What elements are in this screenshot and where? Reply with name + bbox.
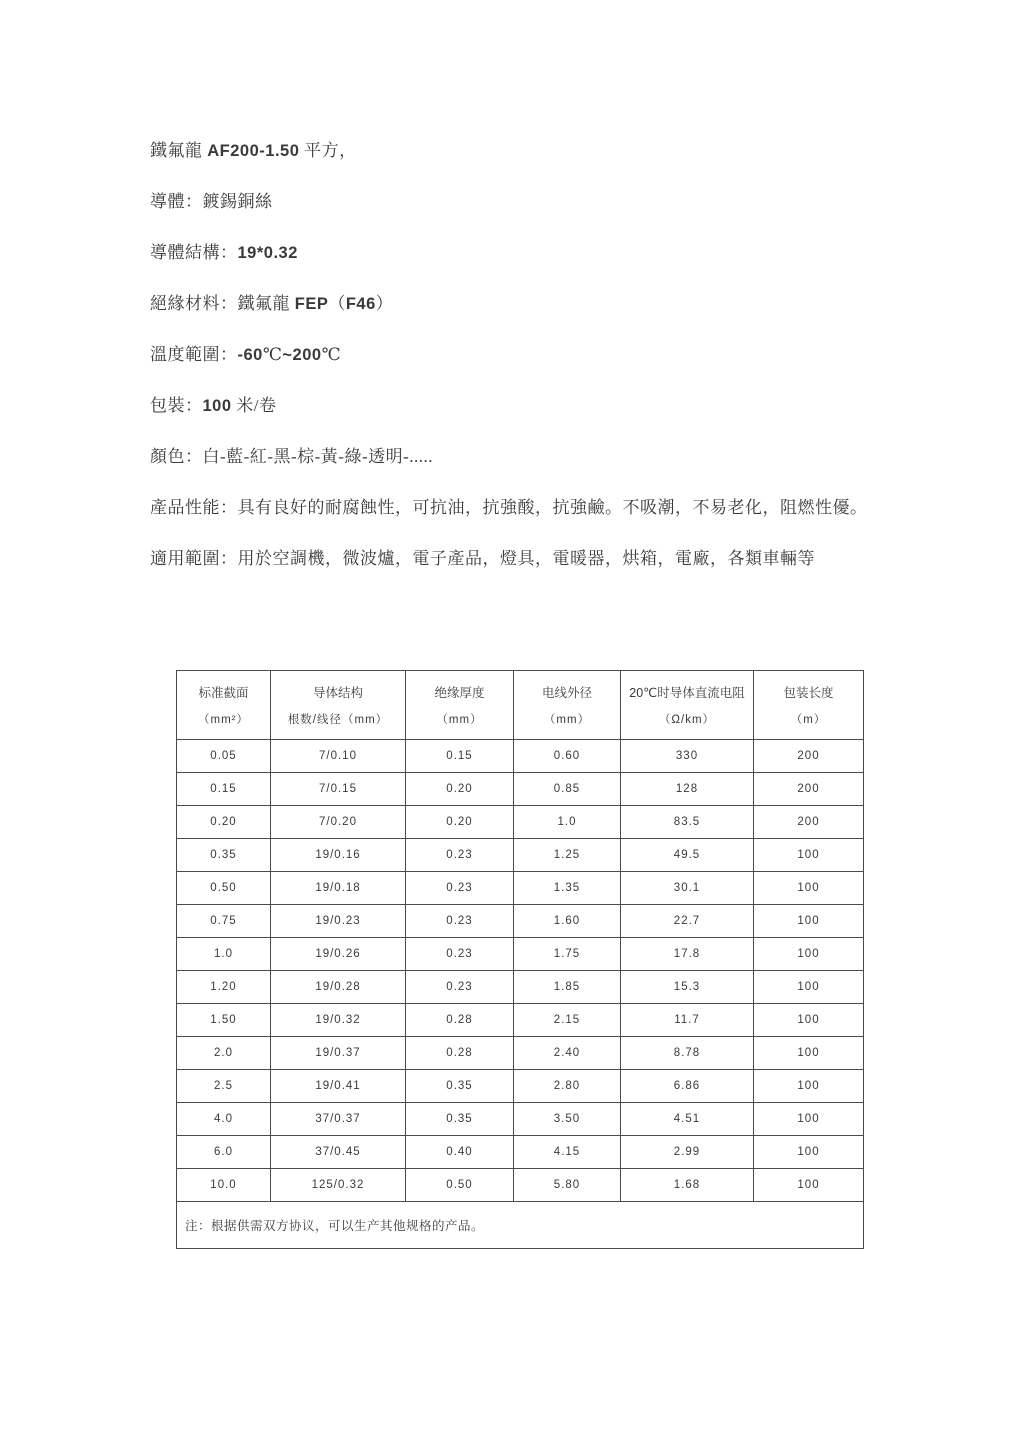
table-cell: 0.35 — [177, 839, 271, 872]
table-row — [177, 1037, 864, 1070]
table-row — [177, 740, 864, 773]
table-cell: 100 — [754, 1103, 864, 1136]
table-cell: 2.15 — [514, 1004, 621, 1037]
table-cell: 22.7 — [621, 905, 754, 938]
table-cell: 4.15 — [514, 1136, 621, 1169]
table-cell: 125/0.32 — [271, 1169, 406, 1202]
table-cell: 100 — [754, 1136, 864, 1169]
table-cell: 7/0.20 — [271, 806, 406, 839]
table-cell: 0.23 — [406, 905, 514, 938]
table-cell: 1.50 — [177, 1004, 271, 1037]
table-cell: 19/0.26 — [271, 938, 406, 971]
table-cell: 330 — [621, 740, 754, 773]
table-cell: 19/0.23 — [271, 905, 406, 938]
table-cell: 0.75 — [177, 905, 271, 938]
intro-paragraph — [150, 395, 890, 417]
column-header-3 — [406, 671, 514, 740]
table-row — [177, 905, 864, 938]
intro-text: 鐵氟龍 — [150, 141, 208, 160]
table-cell: 100 — [754, 971, 864, 1004]
table-note: 注：根据供需双方协议，可以生产其他规格的产品。 — [177, 1202, 864, 1249]
table-cell: 100 — [754, 938, 864, 971]
table-cell: 0.28 — [406, 1004, 514, 1037]
table-cell: 0.23 — [406, 938, 514, 971]
intro-text: ℃ — [321, 345, 342, 364]
intro-text: 適用範圍：用於空調機，微波爐，電子產品，燈具，電暖器，烘箱，電廠，各類車輛等 — [150, 549, 815, 568]
table-row — [177, 971, 864, 1004]
table-cell: 3.50 — [514, 1103, 621, 1136]
table-cell: 6.86 — [621, 1070, 754, 1103]
table-row — [177, 1070, 864, 1103]
intro-text: 導體：鍍錫銅絲 — [150, 192, 273, 211]
table-cell: 4.51 — [621, 1103, 754, 1136]
intro-text: 平方， — [299, 141, 357, 160]
table-cell: 19/0.32 — [271, 1004, 406, 1037]
spec-table-header-row — [177, 671, 864, 740]
column-header-4 — [514, 671, 621, 740]
table-cell: 100 — [754, 905, 864, 938]
table-cell: 0.05 — [177, 740, 271, 773]
product-intro — [150, 140, 890, 599]
intro-text: 包裝： — [150, 396, 203, 415]
table-cell: 200 — [754, 773, 864, 806]
intro-bold-text: 100 — [202, 397, 232, 415]
column-header-2 — [271, 671, 406, 740]
table-cell: 100 — [754, 839, 864, 872]
column-header-1 — [177, 671, 271, 740]
intro-bold-text: F46 — [345, 295, 376, 313]
table-row — [177, 938, 864, 971]
table-cell: 0.23 — [406, 839, 514, 872]
table-cell: 1.68 — [621, 1169, 754, 1202]
table-cell: 100 — [754, 1037, 864, 1070]
table-cell: 0.15 — [177, 773, 271, 806]
table-row — [177, 1136, 864, 1169]
table-cell: 0.15 — [406, 740, 514, 773]
column-title: 20℃时导体直流电阻 — [629, 686, 745, 700]
intro-text: 顏色：白-藍-紅-黑-棕-黃-綠-透明-..... — [150, 447, 434, 466]
table-cell: 30.1 — [621, 872, 754, 905]
table-cell: 100 — [754, 872, 864, 905]
intro-paragraph — [150, 446, 890, 468]
table-cell: 128 — [621, 773, 754, 806]
table-cell: 0.85 — [514, 773, 621, 806]
table-row — [177, 839, 864, 872]
table-cell: 5.80 — [514, 1169, 621, 1202]
table-cell: 0.35 — [406, 1103, 514, 1136]
table-cell: 2.99 — [621, 1136, 754, 1169]
intro-text: 溫度範圍： — [150, 345, 238, 364]
table-cell: 100 — [754, 1169, 864, 1202]
table-cell: 2.0 — [177, 1037, 271, 1070]
intro-text: （ — [328, 294, 346, 313]
table-cell: 19/0.28 — [271, 971, 406, 1004]
column-unit: （Ω/km） — [658, 714, 716, 726]
column-unit: （mm） — [436, 714, 483, 726]
table-cell: 7/0.15 — [271, 773, 406, 806]
intro-paragraph — [150, 344, 890, 366]
table-cell: 19/0.41 — [271, 1070, 406, 1103]
table-cell: 19/0.37 — [271, 1037, 406, 1070]
table-cell: 0.40 — [406, 1136, 514, 1169]
table-cell: 19/0.18 — [271, 872, 406, 905]
column-title: 电线外径 — [541, 686, 592, 700]
intro-text: ） — [375, 294, 394, 313]
table-row — [177, 773, 864, 806]
table-cell: 8.78 — [621, 1037, 754, 1070]
table-cell: 6.0 — [177, 1136, 271, 1169]
table-cell: 100 — [754, 1004, 864, 1037]
table-cell: 0.50 — [177, 872, 271, 905]
table-row — [177, 1169, 864, 1202]
intro-paragraph — [150, 140, 890, 162]
intro-bold-text: ~200 — [282, 346, 322, 364]
intro-bold-text: AF200-1.50 — [207, 142, 300, 160]
table-cell: 49.5 — [621, 839, 754, 872]
spec-table — [176, 670, 864, 1249]
table-cell: 0.20 — [406, 773, 514, 806]
intro-bold-text: -60 — [237, 346, 263, 364]
table-cell: 2.40 — [514, 1037, 621, 1070]
intro-text: 導體結構： — [150, 243, 238, 262]
column-title: 包装长度 — [783, 686, 834, 700]
table-cell: 1.0 — [514, 806, 621, 839]
table-cell: 0.35 — [406, 1070, 514, 1103]
column-title: 绝缘厚度 — [434, 686, 485, 700]
intro-paragraph — [150, 191, 890, 213]
table-cell: 10.0 — [177, 1169, 271, 1202]
table-cell: 0.23 — [406, 971, 514, 1004]
column-title: 标准截面 — [198, 686, 249, 700]
intro-bold-text: 19*0.32 — [237, 244, 298, 262]
table-cell: 0.20 — [406, 806, 514, 839]
table-cell: 2.5 — [177, 1070, 271, 1103]
table-cell: 0.50 — [406, 1169, 514, 1202]
table-cell: 83.5 — [621, 806, 754, 839]
table-cell: 200 — [754, 740, 864, 773]
table-cell: 37/0.45 — [271, 1136, 406, 1169]
intro-bold-text: FEP — [294, 295, 329, 313]
table-cell: 37/0.37 — [271, 1103, 406, 1136]
table-cell: 0.20 — [177, 806, 271, 839]
intro-paragraph — [150, 293, 890, 315]
table-cell: 200 — [754, 806, 864, 839]
intro-paragraph — [150, 497, 890, 519]
table-row — [177, 1103, 864, 1136]
intro-text: 絕緣材料：鐵氟龍 — [150, 294, 295, 313]
table-cell: 0.23 — [406, 872, 514, 905]
table-cell: 15.3 — [621, 971, 754, 1004]
column-unit: （mm²） — [198, 714, 249, 726]
table-cell: 17.8 — [621, 938, 754, 971]
column-header-6 — [754, 671, 864, 740]
table-cell: 1.85 — [514, 971, 621, 1004]
table-cell: 1.75 — [514, 938, 621, 971]
table-cell: 0.60 — [514, 740, 621, 773]
table-row — [177, 1004, 864, 1037]
table-cell: 19/0.16 — [271, 839, 406, 872]
table-cell: 0.28 — [406, 1037, 514, 1070]
column-title: 导体结构 — [312, 686, 363, 700]
table-cell: 1.35 — [514, 872, 621, 905]
column-unit: （mm） — [543, 714, 591, 726]
intro-text: 產品性能：具有良好的耐腐蝕性，可抗油，抗強酸，抗強鹼。不吸潮，不易老化，阻燃性優。 — [150, 498, 868, 517]
table-cell: 100 — [754, 1070, 864, 1103]
table-cell: 1.20 — [177, 971, 271, 1004]
intro-paragraph — [150, 242, 890, 264]
table-cell: 1.60 — [514, 905, 621, 938]
column-unit: （m） — [790, 714, 827, 726]
table-row — [177, 806, 864, 839]
spec-table-note-row — [177, 1202, 864, 1249]
column-header-5 — [621, 671, 754, 740]
table-row — [177, 872, 864, 905]
table-cell: 2.80 — [514, 1070, 621, 1103]
table-cell: 7/0.10 — [271, 740, 406, 773]
table-cell: 1.0 — [177, 938, 271, 971]
intro-text: ℃ — [262, 345, 283, 364]
intro-text: 米/卷 — [231, 396, 277, 415]
table-cell: 1.25 — [514, 839, 621, 872]
table-cell: 4.0 — [177, 1103, 271, 1136]
spec-table-body — [177, 740, 864, 1202]
intro-paragraph — [150, 548, 890, 570]
column-unit: 根数/线径（mm） — [287, 714, 389, 726]
table-cell: 11.7 — [621, 1004, 754, 1037]
